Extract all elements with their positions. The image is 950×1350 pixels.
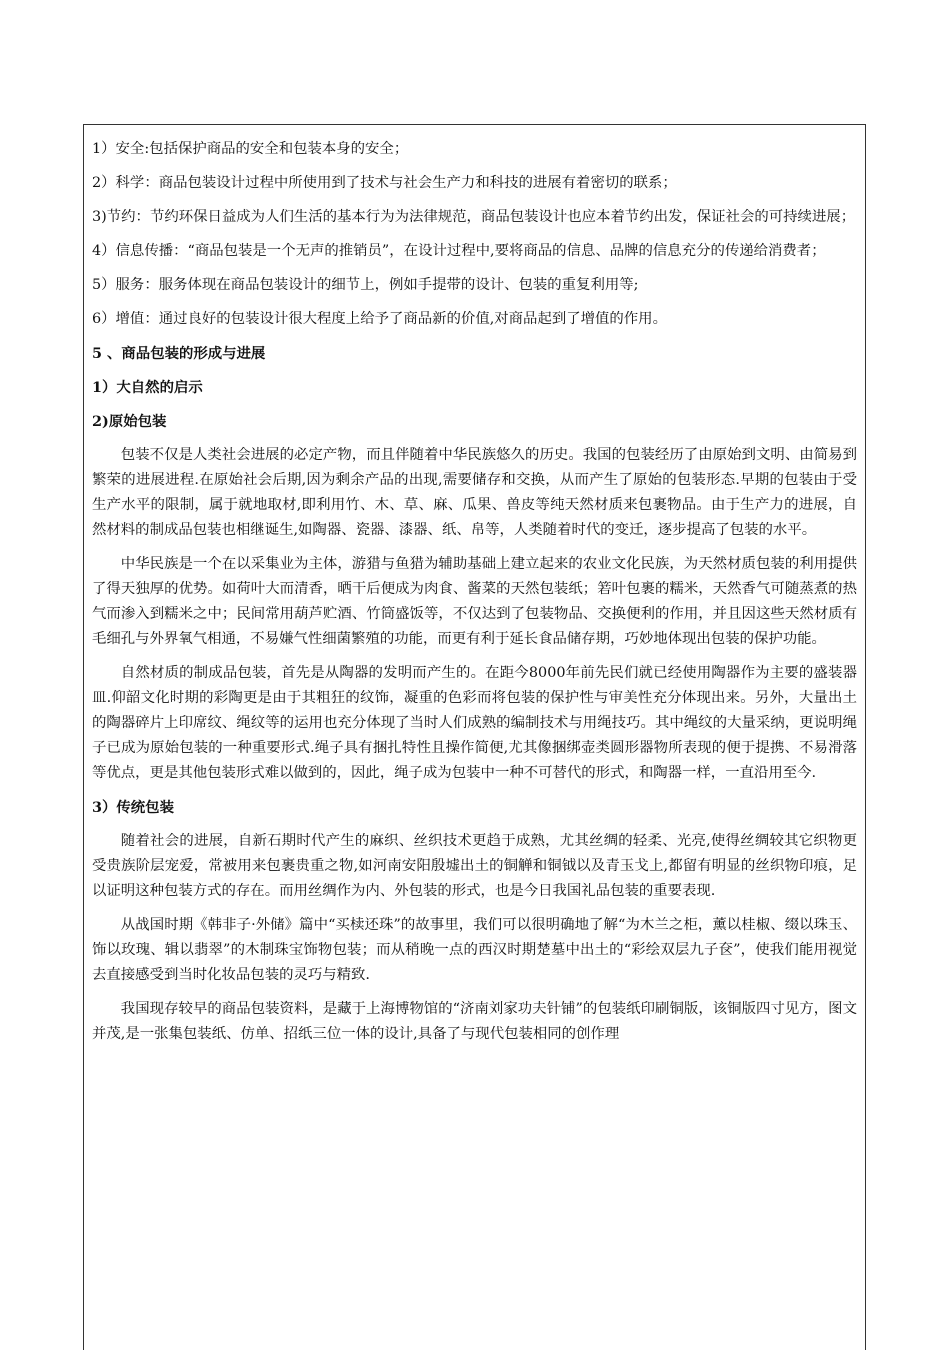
list-item: 2）科学：商品包装设计过程中所使用到了技术与社会生产力和科技的进展有着密切的联系； [92,175,677,191]
paragraph: 从战国时期《韩非子·外储》篇中“买椟还珠”的故事里，我们可以很明确地了解“为木兰之柜，薰以桂椒、缀以珠玉、饰以玫瑰、辑以翡翠”的木制珠宝饰物包装；而从稍晚一点的西汉时期楚墓中出土的“彩绘双层九子奁”，使我们能用视觉去直接感受到当时化妆品包装的灵巧与精致. [92,917,857,983]
list-item: 3)节约：节约环保日益成为人们生活的基本行为为法律规范，商品包装设计也应本着节约出发，保证社会的可持续进展； [92,209,856,225]
content-table-cell [83,124,866,1350]
paragraph: 包装不仅是人类社会进展的必定产物，而且伴随着中华民族悠久的历史。我国的包装经历了由原始到文明、由简易到繁荣的进展进程.在原始社会后期,因为剩余产品的出现,需要储存和交换，从而产生了原始的包装形态.早期的包装由于受生产水平的限制，属于就地取材,即利用竹、木、草、麻、瓜果、兽皮等纯天然材质来包裹物品。由于生产力的进展，自然材料的制成品包装也相继诞生,如陶器、瓷器、漆器、纸、帛等，人类随着时代的变迁，逐步提高了包装的水平。 [92,447,857,538]
subheading-primitive-packaging: 2)原始包装 [92,413,167,430]
list-item: 5）服务：服务体现在商品包装设计的细节上，例如手提带的设计、包装的重复利用等; [92,277,639,293]
paragraph: 随着社会的进展，自新石期时代产生的麻织、丝织技术更趋于成熟，尤其丝绸的轻柔、光亮,使得丝绸较其它织物更受贵族阶层宠爱，常被用来包裹贵重之物,如河南安阳殷墟出土的铜觯和铜钺以及青玉戈上,都留有明显的丝织物印痕，足以证明这种包装方式的存在。而用丝绸作为内、外包装的形式，也是今日我国礼品包装的重要表现. [92,833,857,899]
subheading-nature: 1）大自然的启示 [92,379,203,396]
paragraph: 自然材质的制成品包装，首先是从陶器的发明而产生的。在距今8000年前先民们就已经使用陶器作为主要的盛装器皿.仰韶文化时期的彩陶更是由于其粗狂的纹饰，凝重的色彩而将包装的保护性与审美性充分体现出来。另外，大量出土的陶器碎片上印席纹、绳纹等的运用也充分体现了当时人们成熟的编制技术与用绳技巧。其中绳纹的大量采纳，更说明绳子已成为原始包装的一种重要形式.绳子具有捆扎特性且操作简便,尤其像捆绑壶类圆形器物所表现的便于提携、不易滑落等优点，更是其他包装形式难以做到的，因此，绳子成为包装中一种不可替代的形式，和陶器一样，一直沿用至今. [92,665,857,781]
list-item: 4）信息传播：“商品包装是一个无声的推销员”，在设计过程中,要将商品的信息、品牌的信息充分的传递给消费者； [92,243,826,259]
subheading-traditional-packaging: 3）传统包装 [92,799,174,816]
section-heading: 5 、商品包装的形成与进展 [92,345,266,362]
paragraph: 我国现存较早的商品包装资料，是藏于上海博物馆的“济南刘家功夫针铺”的包装纸印刷铜版，该铜版四寸见方，图文并茂,是一张集包装纸、仿单、招纸三位一体的设计,具备了与现代包装相同的创作理 [92,1001,857,1042]
list-item: 1）安全:包括保护商品的安全和包装本身的安全； [92,141,409,157]
list-item: 6）增值：通过良好的包装设计很大程度上给予了商品新的价值,对商品起到了增值的作用。 [92,311,667,327]
paragraph: 中华民族是一个在以采集业为主体，游猎与鱼猎为辅助基础上建立起来的农业文化民族，为天然材质包装的利用提供了得天独厚的优势。如荷叶大而清香，晒干后便成为肉食、酱菜的天然包装纸；箬叶包裹的糯米，天然香气可随蒸煮的热气而渗入到糯米之中；民间常用葫芦贮酒、竹筒盛饭等，不仅达到了包装物品、交换便利的作用，并且因这些天然材质有毛细孔与外界氧气相通，不易嫌气性细菌繁殖的功能，而更有利于延长食品储存期，巧妙地体现出包装的保护功能。 [92,556,857,647]
